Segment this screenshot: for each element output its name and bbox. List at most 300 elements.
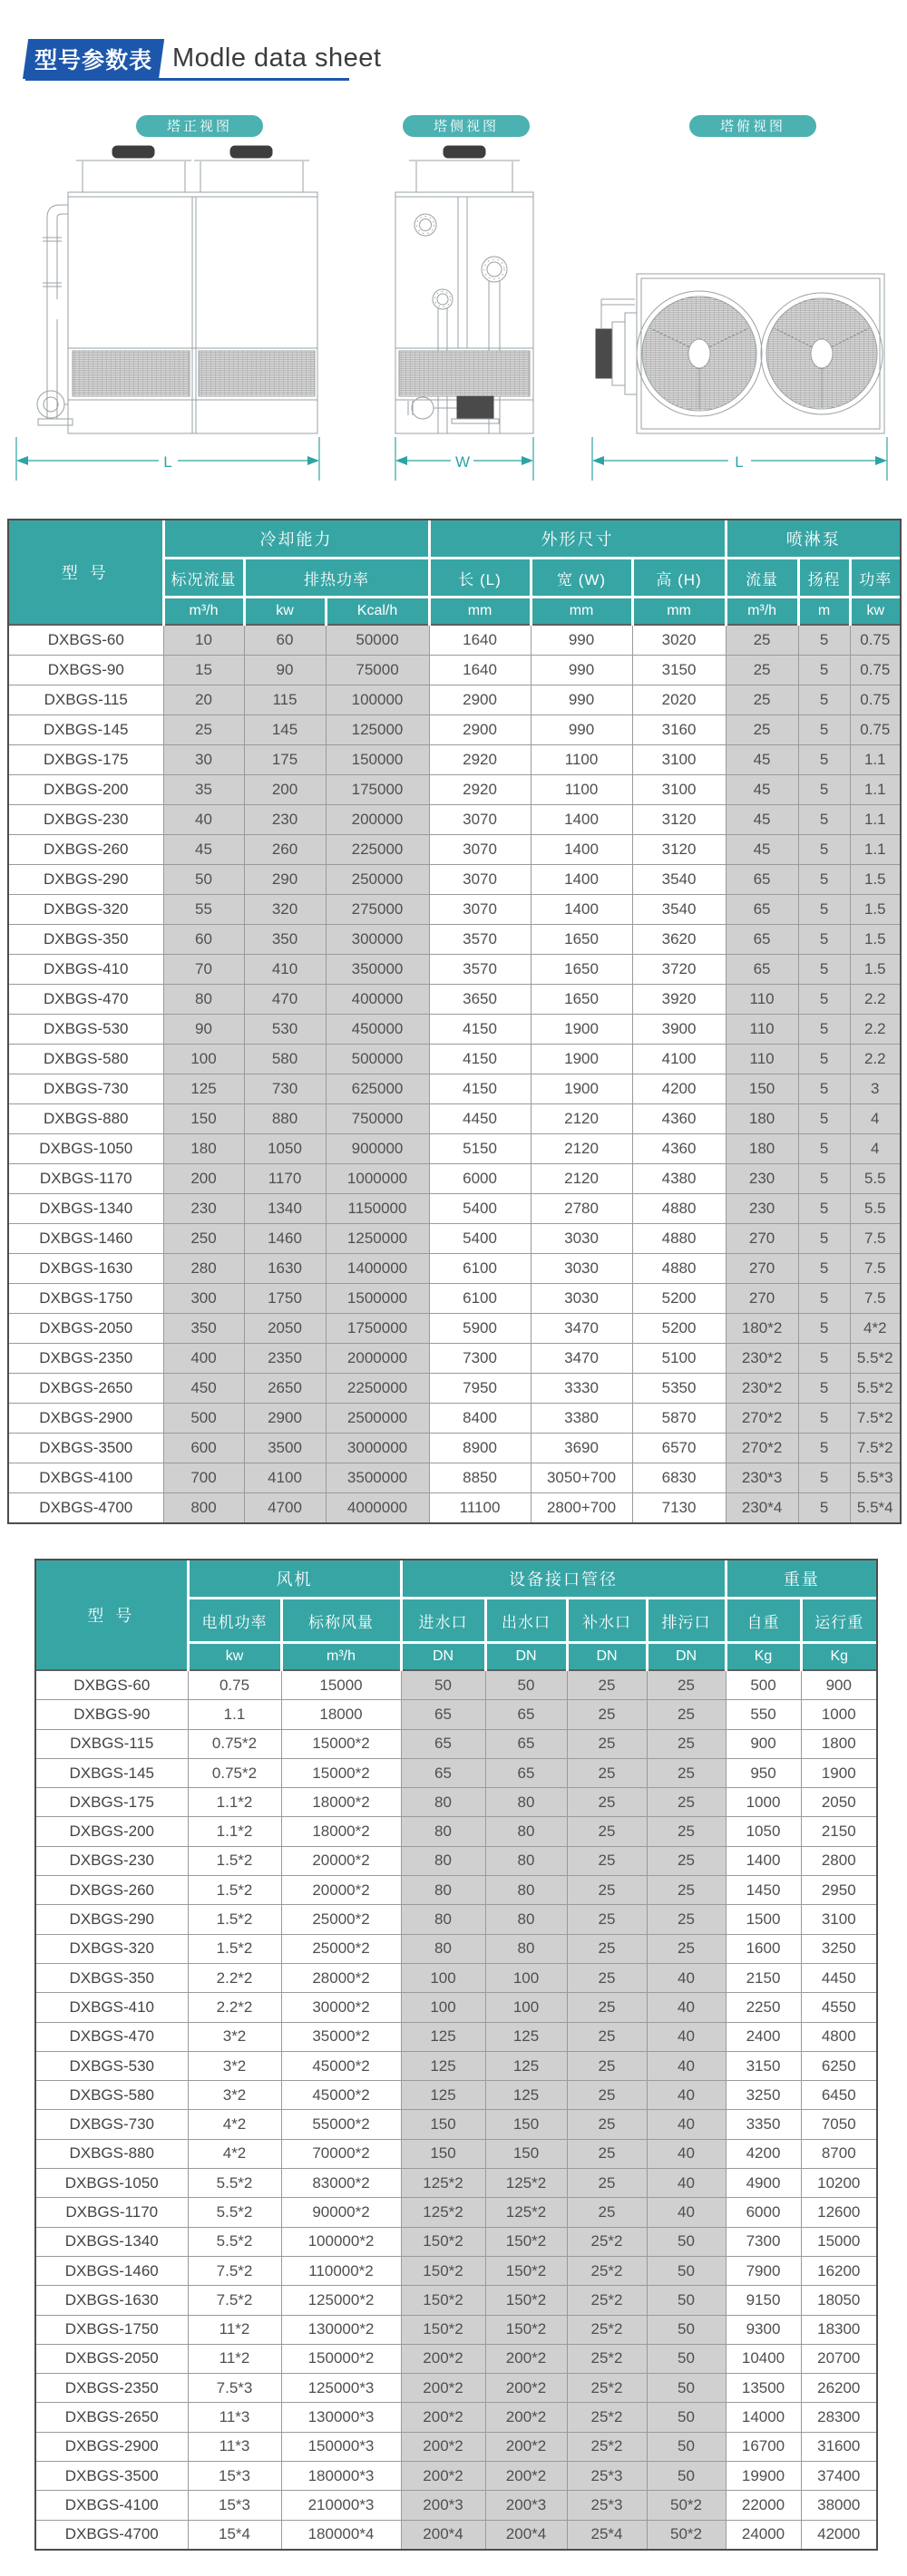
value-cell: 5350 (632, 1374, 726, 1404)
value-cell: 4880 (632, 1224, 726, 1254)
sub-header-makeup-water: 补水口 (567, 1599, 647, 1643)
table-row (9, 1074, 900, 1104)
model-cell: DXBGS-1050 (9, 1134, 163, 1164)
value-cell: 7.5 (850, 1224, 900, 1254)
value-cell: 5.5*2 (188, 2227, 281, 2256)
value-cell: 1640 (429, 656, 531, 685)
unit-pump-m3h: m³/h (726, 598, 798, 626)
model-cell: DXBGS-230 (36, 1846, 188, 1875)
value-cell: 3*2 (188, 2022, 281, 2051)
value-cell: 1.1 (850, 805, 900, 835)
value-cell: 210000*3 (281, 2491, 401, 2520)
value-cell: 25 (647, 1670, 726, 1700)
value-cell: 65 (726, 865, 798, 895)
value-cell: 3000000 (326, 1434, 429, 1463)
value-cell: 5 (798, 895, 850, 925)
value-cell: 7.5*2 (188, 2256, 281, 2285)
model-cell: DXBGS-2350 (9, 1344, 163, 1374)
value-cell: 145 (244, 715, 326, 745)
table-row (9, 1463, 900, 1493)
table-row (9, 625, 900, 656)
value-cell: 7300 (726, 2227, 801, 2256)
value-cell: 20 (163, 685, 244, 715)
model-cell: DXBGS-60 (36, 1670, 188, 1700)
dim-label-front-L: L (163, 453, 172, 471)
value-cell: 2950 (801, 1876, 876, 1905)
value-cell: 4880 (632, 1194, 726, 1224)
value-cell: 5.5 (850, 1164, 900, 1194)
value-cell: 25*2 (567, 2286, 647, 2315)
value-cell: 30000*2 (281, 1993, 401, 2022)
value-cell: 5 (798, 1463, 850, 1493)
value-cell: 3120 (632, 805, 726, 835)
value-cell: 4380 (632, 1164, 726, 1194)
value-cell: 45 (163, 835, 244, 865)
model-cell: DXBGS-1460 (9, 1224, 163, 1254)
value-cell: 470 (244, 985, 326, 1015)
value-cell: 4150 (429, 1074, 531, 1104)
value-cell: 1750 (244, 1284, 326, 1314)
col-header-model: 型 号 (36, 1560, 188, 1670)
value-cell: 200*2 (401, 2344, 485, 2373)
value-cell: 5 (798, 1074, 850, 1104)
group-header-spray-pump: 喷淋泵 (726, 520, 900, 559)
value-cell: 25 (726, 625, 798, 656)
value-cell: 110000*2 (281, 2256, 401, 2285)
value-cell: 625000 (326, 1074, 429, 1104)
value-cell: 150 (726, 1074, 798, 1104)
model-cell: DXBGS-4100 (36, 2491, 188, 2520)
model-cell: DXBGS-290 (9, 865, 163, 895)
value-cell: 5.5*2 (188, 2198, 281, 2227)
front-view-badge: 塔正视图 (136, 115, 263, 137)
value-cell: 25000*2 (281, 1934, 401, 1963)
value-cell: 180 (726, 1134, 798, 1164)
value-cell: 4150 (429, 1045, 531, 1074)
value-cell: 2.2 (850, 1045, 900, 1074)
value-cell: 8850 (429, 1463, 531, 1493)
value-cell: 1400 (726, 1846, 801, 1875)
value-cell: 25 (567, 2051, 647, 2080)
value-cell: 4360 (632, 1134, 726, 1164)
value-cell: 7300 (429, 1344, 531, 1374)
model-cell: DXBGS-2050 (9, 1314, 163, 1344)
value-cell: 25 (567, 2169, 647, 2198)
value-cell: 5 (798, 1344, 850, 1374)
value-cell: 3050+700 (531, 1463, 632, 1493)
value-cell: 2.2 (850, 1015, 900, 1045)
value-cell: 55 (163, 895, 244, 925)
value-cell: 14000 (726, 2403, 801, 2432)
model-cell: DXBGS-350 (36, 1963, 188, 1992)
value-cell: 11*3 (188, 2403, 281, 2432)
value-cell: 5 (798, 656, 850, 685)
value-cell: 230 (163, 1194, 244, 1224)
value-cell: 200*2 (485, 2432, 567, 2461)
value-cell: 7.5*2 (850, 1404, 900, 1434)
value-cell: 0.75 (850, 715, 900, 745)
value-cell: 230*2 (726, 1344, 798, 1374)
value-cell: 25*2 (567, 2315, 647, 2344)
value-cell: 1.1 (188, 1700, 281, 1729)
value-cell: 200*3 (401, 2491, 485, 2520)
unit-m3h: m³/h (281, 1643, 401, 1671)
value-cell: 5200 (632, 1284, 726, 1314)
value-cell: 25000*2 (281, 1905, 401, 1934)
value-cell: 150000*2 (281, 2344, 401, 2373)
value-cell: 150000*3 (281, 2432, 401, 2461)
value-cell: 1650 (531, 955, 632, 985)
value-cell: 2900 (429, 715, 531, 745)
value-cell: 990 (531, 656, 632, 685)
value-cell: 275000 (326, 895, 429, 925)
value-cell: 3100 (632, 745, 726, 775)
value-cell: 2900 (429, 685, 531, 715)
model-cell: DXBGS-730 (36, 2110, 188, 2139)
model-cell: DXBGS-880 (9, 1104, 163, 1134)
value-cell: 125 (485, 2022, 567, 2051)
value-cell: 5 (798, 745, 850, 775)
value-cell: 150 (401, 2139, 485, 2168)
value-cell: 6570 (632, 1434, 726, 1463)
value-cell: 3570 (429, 925, 531, 955)
value-cell: 1400 (531, 835, 632, 865)
value-cell: 110 (726, 1015, 798, 1045)
title-badge-label: 型号参数表 (34, 48, 153, 73)
table-1-body (9, 625, 900, 1522)
value-cell: 3570 (429, 955, 531, 985)
value-cell: 150*2 (485, 2227, 567, 2256)
value-cell: 2150 (801, 1817, 876, 1846)
value-cell: 3100 (632, 775, 726, 805)
value-cell: 1.1*2 (188, 1788, 281, 1817)
value-cell: 80 (485, 1788, 567, 1817)
value-cell: 40 (647, 2051, 726, 2080)
table-row (9, 835, 900, 865)
value-cell: 4900 (726, 2169, 801, 2198)
model-cell: DXBGS-730 (9, 1074, 163, 1104)
group-header-dimensions: 外形尺寸 (429, 520, 726, 559)
value-cell: 230*3 (726, 1463, 798, 1493)
unit-dn-outlet: DN (485, 1643, 567, 1671)
value-cell: 130000*3 (281, 2403, 401, 2432)
value-cell: 25 (567, 1700, 647, 1729)
value-cell: 1400 (531, 895, 632, 925)
unit-kw: kw (188, 1643, 281, 1671)
value-cell: 5 (798, 1493, 850, 1523)
model-cell: DXBGS-1460 (36, 2256, 188, 2285)
table-row (36, 1846, 876, 1875)
table-2-header (36, 1560, 876, 1670)
model-cell: DXBGS-1170 (9, 1164, 163, 1194)
sub-header-self-weight: 自重 (726, 1599, 801, 1643)
value-cell: 125 (163, 1074, 244, 1104)
value-cell: 2120 (531, 1134, 632, 1164)
table-row (9, 656, 900, 685)
model-cell: DXBGS-410 (36, 1993, 188, 2022)
sub-header-motor-power: 电机功率 (188, 1599, 281, 1643)
value-cell: 1.5*2 (188, 1934, 281, 1963)
group-header-weight: 重量 (726, 1560, 876, 1599)
value-cell: 230*4 (726, 1493, 798, 1523)
table-row (9, 895, 900, 925)
value-cell: 15000*2 (281, 1729, 401, 1758)
model-cell: DXBGS-4700 (36, 2520, 188, 2549)
value-cell: 6100 (429, 1284, 531, 1314)
value-cell: 25 (567, 1963, 647, 1992)
value-cell: 125 (401, 2081, 485, 2110)
value-cell: 40 (647, 2110, 726, 2139)
value-cell: 25 (647, 1758, 726, 1787)
value-cell: 100 (485, 1963, 567, 1992)
value-cell: 12600 (801, 2198, 876, 2227)
value-cell: 3920 (632, 985, 726, 1015)
value-cell: 7.5*3 (188, 2374, 281, 2403)
value-cell: 25 (647, 1817, 726, 1846)
table-row (36, 1670, 876, 1700)
value-cell: 230 (726, 1164, 798, 1194)
value-cell: 25 (726, 656, 798, 685)
table-row (9, 685, 900, 715)
table-row (36, 2081, 876, 2110)
value-cell: 6000 (726, 2198, 801, 2227)
value-cell: 200*2 (485, 2462, 567, 2491)
value-cell: 2400 (726, 2022, 801, 2051)
table-row (9, 1104, 900, 1134)
value-cell: 1450 (726, 1876, 801, 1905)
model-cell: DXBGS-200 (9, 775, 163, 805)
value-cell: 80 (401, 1817, 485, 1846)
value-cell: 7130 (632, 1493, 726, 1523)
value-cell: 55000*2 (281, 2110, 401, 2139)
value-cell: 125000 (326, 715, 429, 745)
value-cell: 230*2 (726, 1374, 798, 1404)
value-cell: 1150000 (326, 1194, 429, 1224)
value-cell: 50 (647, 2256, 726, 2285)
value-cell: 5150 (429, 1134, 531, 1164)
value-cell: 50 (647, 2374, 726, 2403)
value-cell: 1400 (531, 805, 632, 835)
value-cell: 250000 (326, 865, 429, 895)
value-cell: 40 (647, 1993, 726, 2022)
value-cell: 25 (567, 2139, 647, 2168)
value-cell: 10400 (726, 2344, 801, 2373)
value-cell: 4150 (429, 1015, 531, 1045)
value-cell: 5900 (429, 1314, 531, 1344)
value-cell: 5 (798, 865, 850, 895)
value-cell: 6450 (801, 2081, 876, 2110)
value-cell: 83000*2 (281, 2169, 401, 2198)
value-cell: 200 (244, 775, 326, 805)
sub-header-heat-power: 排热功率 (244, 559, 429, 598)
value-cell: 4000000 (326, 1493, 429, 1523)
value-cell: 350 (244, 925, 326, 955)
model-cell: DXBGS-1630 (9, 1254, 163, 1284)
value-cell: 150 (485, 2139, 567, 2168)
value-cell: 25 (647, 1876, 726, 1905)
value-cell: 80 (401, 1788, 485, 1817)
value-cell: 40 (647, 2198, 726, 2227)
value-cell: 9150 (726, 2286, 801, 2315)
value-cell: 15000 (281, 1670, 401, 1700)
value-cell: 25*2 (567, 2374, 647, 2403)
value-cell: 60 (163, 925, 244, 955)
value-cell: 3*2 (188, 2051, 281, 2080)
value-cell: 20700 (801, 2344, 876, 2373)
value-cell: 730 (244, 1074, 326, 1104)
value-cell: 3030 (531, 1284, 632, 1314)
value-cell: 1170 (244, 1164, 326, 1194)
model-cell: DXBGS-470 (36, 2022, 188, 2051)
value-cell: 450 (163, 1374, 244, 1404)
title-badge (23, 39, 164, 79)
value-cell: 125000*3 (281, 2374, 401, 2403)
value-cell: 50 (647, 2344, 726, 2373)
value-cell: 6000 (429, 1164, 531, 1194)
table-row (36, 1934, 876, 1963)
value-cell: 25*2 (567, 2227, 647, 2256)
table-row (36, 1993, 876, 2022)
value-cell: 2150 (726, 1963, 801, 1992)
value-cell: 950 (726, 1758, 801, 1787)
value-cell: 38000 (801, 2491, 876, 2520)
value-cell: 150*2 (401, 2315, 485, 2344)
value-cell: 40 (647, 2022, 726, 2051)
value-cell: 0.75 (188, 1670, 281, 1700)
value-cell: 5 (798, 955, 850, 985)
value-cell: 125000*2 (281, 2286, 401, 2315)
model-cell: DXBGS-1340 (9, 1194, 163, 1224)
table-row (36, 2139, 876, 2168)
value-cell: 7.5 (850, 1254, 900, 1284)
value-cell: 270 (726, 1224, 798, 1254)
value-cell: 2050 (801, 1788, 876, 1817)
table-row (36, 2169, 876, 2198)
unit-kg-self: Kg (726, 1643, 801, 1671)
value-cell: 25 (647, 1729, 726, 1758)
table-row (9, 1314, 900, 1344)
model-cell: DXBGS-2900 (9, 1404, 163, 1434)
value-cell: 175000 (326, 775, 429, 805)
value-cell: 410 (244, 955, 326, 985)
value-cell: 110 (726, 985, 798, 1015)
model-cell: DXBGS-1340 (36, 2227, 188, 2256)
value-cell: 4800 (801, 2022, 876, 2051)
table-row (36, 2491, 876, 2520)
model-cell: DXBGS-1630 (36, 2286, 188, 2315)
value-cell: 350000 (326, 955, 429, 985)
value-cell: 5 (798, 1104, 850, 1134)
value-cell: 2250000 (326, 1374, 429, 1404)
value-cell: 25 (567, 1670, 647, 1700)
value-cell: 1.5 (850, 925, 900, 955)
value-cell: 1640 (429, 625, 531, 656)
value-cell: 25*2 (567, 2403, 647, 2432)
model-cell: DXBGS-320 (9, 895, 163, 925)
value-cell: 4700 (244, 1493, 326, 1523)
value-cell: 1900 (531, 1074, 632, 1104)
value-cell: 75000 (326, 656, 429, 685)
value-cell: 80 (485, 1876, 567, 1905)
value-cell: 800 (163, 1493, 244, 1523)
value-cell: 1000 (726, 1788, 801, 1817)
value-cell: 175 (244, 745, 326, 775)
value-cell: 200*2 (485, 2374, 567, 2403)
value-cell: 230 (244, 805, 326, 835)
value-cell: 25 (567, 2022, 647, 2051)
value-cell: 15*4 (188, 2520, 281, 2549)
value-cell: 1100 (531, 775, 632, 805)
value-cell: 80 (485, 1817, 567, 1846)
table-row (9, 1194, 900, 1224)
value-cell: 80 (401, 1876, 485, 1905)
value-cell: 5 (798, 1134, 850, 1164)
dim-label-side-W: W (454, 453, 471, 471)
value-cell: 3540 (632, 895, 726, 925)
value-cell: 125 (401, 2051, 485, 2080)
value-cell: 5.5*2 (188, 2169, 281, 2198)
value-cell: 150 (163, 1104, 244, 1134)
table-2-body (36, 1670, 876, 2549)
value-cell: 125*2 (401, 2198, 485, 2227)
table-row (36, 2198, 876, 2227)
value-cell: 50000 (326, 625, 429, 656)
value-cell: 200*3 (485, 2491, 567, 2520)
value-cell: 65 (726, 955, 798, 985)
value-cell: 3070 (429, 865, 531, 895)
value-cell: 3500 (244, 1434, 326, 1463)
value-cell: 3120 (632, 835, 726, 865)
value-cell: 2920 (429, 775, 531, 805)
value-cell: 4200 (632, 1074, 726, 1104)
value-cell: 16200 (801, 2256, 876, 2285)
value-cell: 40 (647, 2169, 726, 2198)
value-cell: 4100 (632, 1045, 726, 1074)
sub-header-running-weight: 运行重 (801, 1599, 876, 1643)
value-cell: 125*2 (485, 2169, 567, 2198)
value-cell: 3070 (429, 805, 531, 835)
model-cell: DXBGS-580 (9, 1045, 163, 1074)
table-row (9, 1045, 900, 1074)
value-cell: 150*2 (485, 2256, 567, 2285)
title-underline (25, 78, 349, 81)
table-row (36, 2051, 876, 2080)
unit-m3h: m³/h (163, 598, 244, 626)
value-cell: 22000 (726, 2491, 801, 2520)
value-cell: 18000*2 (281, 1788, 401, 1817)
table-row (9, 1164, 900, 1194)
value-cell: 19900 (726, 2462, 801, 2491)
value-cell: 180000*3 (281, 2462, 401, 2491)
value-cell: 400000 (326, 985, 429, 1015)
value-cell: 200*2 (401, 2432, 485, 2461)
value-cell: 80 (485, 1905, 567, 1934)
value-cell: 5400 (429, 1194, 531, 1224)
sub-header-water-outlet: 出水口 (485, 1599, 567, 1643)
spec-table-1-wrapper (7, 519, 902, 1524)
value-cell: 24000 (726, 2520, 801, 2549)
value-cell: 270*2 (726, 1404, 798, 1434)
model-cell: DXBGS-350 (9, 925, 163, 955)
value-cell: 18300 (801, 2315, 876, 2344)
value-cell: 40 (647, 1963, 726, 1992)
value-cell: 8400 (429, 1404, 531, 1434)
value-cell: 1750000 (326, 1314, 429, 1344)
value-cell: 230 (726, 1194, 798, 1224)
value-cell: 270 (726, 1284, 798, 1314)
value-cell: 4450 (429, 1104, 531, 1134)
sub-header-width: 宽 (W) (531, 559, 632, 598)
